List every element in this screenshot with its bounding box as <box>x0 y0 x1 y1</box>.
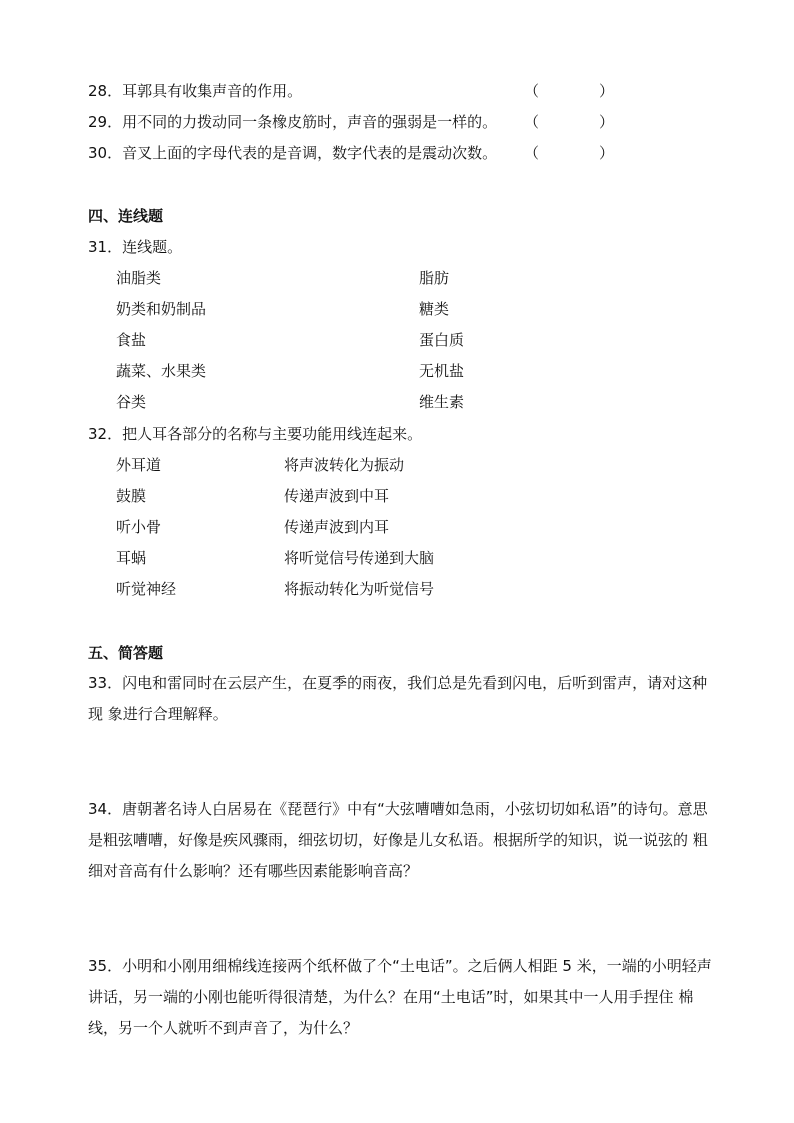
q31-right-item: 维生素 <box>419 393 465 411</box>
question-34: 34．唐朝著名诗人白居易在《琵琶行》中有“大弦嘈嘈如急雨，小弦切切如私语”的诗句。意思 是粗弦嘈嘈，好像是疾风骤雨，细弦切切，好像是儿女私语。根据所学的知识，说一说弦的 粗细对音高有什么影响？还有哪些因素能影响音高？ <box>88 800 728 880</box>
question-28: 28．耳郭具有收集声音的作用。 <box>88 82 303 100</box>
q32-right-item: 将声波转化为振动 <box>284 456 405 474</box>
section-heading-short-answer: 五、简答题 <box>88 644 164 662</box>
question-29: 29．用不同的力拨动同一条橡皮筋时，声音的强弱是一样的。 <box>88 113 498 131</box>
answer-blank-28: （ ） <box>524 82 615 100</box>
section-heading-matching: 四、连线题 <box>88 207 164 225</box>
q31-right-item: 蛋白质 <box>419 331 465 349</box>
q32-left-item: 耳蜗 <box>116 549 147 567</box>
answer-blank-29: （ ） <box>524 113 615 131</box>
q31-right-item: 糖类 <box>419 300 450 318</box>
q32-right-item: 传递声波到中耳 <box>284 487 390 505</box>
q31-left-item: 食盐 <box>116 331 147 349</box>
q32-right-item: 将振动转化为听觉信号 <box>284 580 435 598</box>
question-32-title: 32．把人耳各部分的名称与主要功能用线连起来。 <box>88 425 423 443</box>
q32-left-item: 外耳道 <box>116 456 162 474</box>
q31-right-item: 无机盐 <box>419 362 465 380</box>
q31-left-item: 蔬菜、水果类 <box>116 362 207 380</box>
q32-left-item: 听觉神经 <box>116 580 177 598</box>
q31-left-item: 油脂类 <box>116 269 162 287</box>
question-31-title: 31．连线题。 <box>88 238 183 256</box>
question-33: 33．闪电和雷同时在云层产生，在夏季的雨夜，我们总是先看到闪电，后听到雷声，请对这种现 象进行合理解释。 <box>88 674 708 723</box>
q31-right-item: 脂肪 <box>419 269 450 287</box>
q32-right-item: 将听觉信号传递到大脑 <box>284 549 435 567</box>
q32-right-item: 传递声波到内耳 <box>284 518 390 536</box>
q31-left-item: 谷类 <box>116 393 147 411</box>
answer-blank-30: （ ） <box>524 144 615 162</box>
q32-left-item: 鼓膜 <box>116 487 147 505</box>
question-35: 35．小明和小刚用细棉线连接两个纸杯做了个“土电话”。之后俩人相距 5 米，一端的小明轻声 讲话，另一端的小刚也能听得很清楚，为什么？在用“土电话”时，如果其中一人用手捏住 棉线，另一个人就听不到声音了，为什么？ <box>88 957 712 1037</box>
question-30: 30．音叉上面的字母代表的是音调，数字代表的是震动次数。 <box>88 144 498 162</box>
q31-left-item: 奶类和奶制品 <box>116 300 207 318</box>
q32-left-item: 听小骨 <box>116 518 162 536</box>
